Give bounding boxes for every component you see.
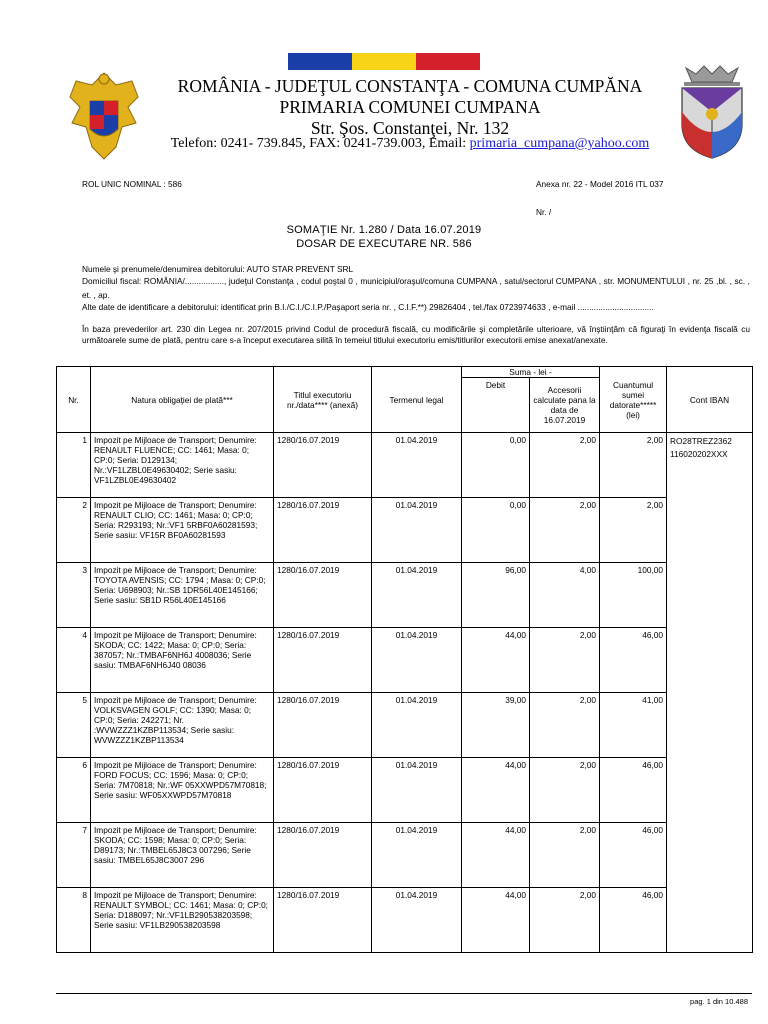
row-nr: 3: [57, 563, 91, 628]
header-cuantum: Cuantumul sumei datorate***** (lei): [600, 367, 667, 433]
row-debit: 44,00: [462, 758, 530, 823]
row-termen: 01.04.2019: [372, 888, 462, 953]
header-accesorii: Accesorii calculate pana la data de 16.07.2019: [530, 378, 600, 433]
table-row: [57, 498, 753, 563]
row-cuantum: 46,00: [600, 823, 667, 888]
row-accesorii: 2,00: [530, 823, 600, 888]
header-address: Str. Şos. Constanţei, Nr. 132: [310, 118, 510, 138]
row-accesorii: 2,00: [530, 888, 600, 953]
row-accesorii: 4,00: [530, 563, 600, 628]
table-row: [57, 823, 753, 888]
flag-yellow-stripe: [352, 53, 416, 70]
row-cuantum: 46,00: [600, 758, 667, 823]
debitor-domiciliu: [82, 274, 750, 302]
footer-divider: [56, 993, 752, 994]
row-nr: 8: [57, 888, 91, 953]
row-termen: 01.04.2019: [372, 498, 462, 563]
row-debit: 0,00: [462, 433, 530, 498]
table-row: [57, 563, 753, 628]
row-natura: Impozit pe Mijloace de Transport; Denumire: TOYOTA AVENSIS; CC: 1794 ; Masa: 0; CP:0; Seria: U698903; Nr.:SB 1DR56L40E145166; Serie sasiu: SB1D R56L40E145166: [91, 563, 274, 628]
obligations-table: [56, 366, 753, 953]
row-termen: 01.04.2019: [372, 628, 462, 693]
nr-field: Nr. /: [536, 207, 552, 217]
row-debit: 39,00: [462, 693, 530, 758]
table-row: [57, 888, 753, 953]
row-debit: 44,00: [462, 823, 530, 888]
row-debit: 44,00: [462, 628, 530, 693]
row-iban: RO28TREZ2362 116020202XXX: [667, 433, 753, 953]
row-debit: 96,00: [462, 563, 530, 628]
row-accesorii: 2,00: [530, 498, 600, 563]
row-titlu: 1280/16.07.2019: [274, 563, 372, 628]
table-row: [57, 628, 753, 693]
row-nr: 1: [57, 433, 91, 498]
flag-red-stripe: [416, 53, 480, 70]
legal-basis-paragraph: În baza prevederilor art. 230 din Legea nr. 207/2015 privind Codul de procedură fiscală, cu modificările şi completările ulterioare, vă înştiinţăm că figuraţi în evidenţa fiscală cu următoarele sume de plată, pentru care s-a început executarea silită în temeiul titlului executoriu emis/titlurilor executorii emise anexat/anexate.: [82, 324, 750, 345]
row-accesorii: 2,00: [530, 433, 600, 498]
row-natura: Impozit pe Mijloace de Transport; Denumire: VOLKSVAGEN GOLF; CC: 1390; Masa: 0; CP:0; Seria: 242271; Nr. :WVWZZZ1KZBP113534; Serie sasiu: WVWZZZ1KZBP113534: [91, 693, 274, 758]
header-titlu: Titlul executoriu nr./data**** (anexă): [274, 367, 372, 433]
row-cuantum: 46,00: [600, 888, 667, 953]
header-contact: [150, 136, 670, 152]
row-termen: 01.04.2019: [372, 563, 462, 628]
somatie-title: SOMAŢIE Nr. 1.280 / Data 16.07.2019: [286, 224, 482, 236]
table-row: [57, 758, 753, 823]
flag-blue-stripe: [288, 53, 352, 70]
row-debit: 0,00: [462, 498, 530, 563]
page-number: pag. 1 din 10.488: [690, 997, 748, 1006]
row-termen: 01.04.2019: [372, 433, 462, 498]
row-natura: Impozit pe Mijloace de Transport; Denumire: FORD FOCUS; CC: 1596; Masa: 0; CP:0; Seria: 7M70818; Nr.:WF 05XXWPD57M70818; Serie sasiu: WF05XXWPD57M70818: [91, 758, 274, 823]
row-natura: Impozit pe Mijloace de Transport; Denumire: RENAULT FLUENCE; CC: 1461; Masa: 0; CP:0; Seria: D129134; Nr.:VF1LZBL0E49630402; Serie sasiu: VF1LZBL0E49630402: [91, 433, 274, 498]
header-natura: Natura obligaţiei de plată***: [91, 367, 274, 433]
row-accesorii: 2,00: [530, 758, 600, 823]
romania-coat-of-arms-icon: [62, 67, 146, 165]
header-line-1: ROMÂNIA - JUDEŢUL CONSTANŢA - COMUNA CUMPĂNA: [177, 76, 643, 96]
row-titlu: 1280/16.07.2019: [274, 823, 372, 888]
row-natura: Impozit pe Mijloace de Transport; Denumire: SKODA; CC: 1422; Masa: 0; CP:0; Seria: 387057; Nr.:TMBAF6NH6J 4008036; Serie sasiu: TMBAF6NH6J40 08036: [91, 628, 274, 693]
row-titlu: 1280/16.07.2019: [274, 758, 372, 823]
row-debit: 44,00: [462, 888, 530, 953]
row-titlu: 1280/16.07.2019: [274, 693, 372, 758]
header-nr: Nr.: [57, 367, 91, 433]
table-row: [57, 433, 753, 498]
row-nr: 7: [57, 823, 91, 888]
table-header-row: [57, 367, 753, 378]
header-contact-text: Telefon: 0241- 739.845, FAX: 0241-739.003, Email:: [170, 136, 470, 151]
debitor-name: Numele şi prenumele/denumirea debitorului: AUTO STAR PREVENT SRL: [82, 264, 354, 274]
cumpana-coat-of-arms-icon: [670, 62, 754, 162]
header-termen: Termenul legal: [372, 367, 462, 433]
dosar-title: DOSAR DE EXECUTARE NR. 586: [296, 238, 472, 250]
row-nr: 6: [57, 758, 91, 823]
row-titlu: 1280/16.07.2019: [274, 498, 372, 563]
row-nr: 2: [57, 498, 91, 563]
header-suma: Suma - lei -: [462, 367, 600, 378]
row-nr: 4: [57, 628, 91, 693]
row-termen: 01.04.2019: [372, 823, 462, 888]
row-cuantum: 100,00: [600, 563, 667, 628]
email-link[interactable]: primaria_cumpana@yahoo.com: [469, 136, 650, 151]
row-cuantum: 41,00: [600, 693, 667, 758]
header-iban: Cont IBAN: [667, 367, 753, 433]
anexa-model: Anexa nr. 22 - Model 2016 ITL 037: [536, 179, 664, 189]
row-natura: Impozit pe Mijloace de Transport; Denumire: RENAULT CLIO; CC: 1461; Masa: 0; CP:0; Seria: R293193; Nr.:VF1 5RBF0A60281593; Serie sasiu: VF15R BF0A60281593: [91, 498, 274, 563]
header-line-2: PRIMARIA COMUNEI CUMPANA: [279, 97, 541, 117]
debitor-alte-date: Alte date de identificare a debitorului: identificat prin B.I./C.I./C.I.P./Paşaport seria nr. , C.I.F.**) 29826404 , tel./fax 0723974633 , e-mail .................................: [82, 302, 654, 312]
row-titlu: 1280/16.07.2019: [274, 628, 372, 693]
row-termen: 01.04.2019: [372, 693, 462, 758]
table-row: [57, 693, 753, 758]
row-accesorii: 2,00: [530, 628, 600, 693]
row-natura: Impozit pe Mijloace de Transport; Denumire: RENAULT SYMBOL; CC: 1461; Masa: 0; CP:0; Seria: D188097; Nr.:VF1LB290538203598; Serie sasiu: VF1LB290538203598: [91, 888, 274, 953]
header-debit: Debit: [462, 378, 530, 433]
rol-unic-nominal: ROL UNIC NOMINAL : 586: [82, 179, 182, 189]
row-titlu: 1280/16.07.2019: [274, 888, 372, 953]
row-cuantum: 46,00: [600, 628, 667, 693]
row-nr: 5: [57, 693, 91, 758]
row-cuantum: 2,00: [600, 498, 667, 563]
row-titlu: 1280/16.07.2019: [274, 433, 372, 498]
row-natura: Impozit pe Mijloace de Transport; Denumire: SKODA; CC: 1598; Masa: 0; CP:0; Seria: D89173; Nr.:TMBEL65J8C3 007296; Serie sasiu: TMBEL65J8C3007 296: [91, 823, 274, 888]
row-accesorii: 2,00: [530, 693, 600, 758]
row-termen: 01.04.2019: [372, 758, 462, 823]
row-cuantum: 2,00: [600, 433, 667, 498]
romanian-flag: [288, 53, 480, 70]
debitor-domiciliu-text: Domiciliul fiscal: ROMÂNIA/................., judeţul Constanţa , codul poştal 0 , municipiul/oraşul/comuna CUMPANA , satul/sectorul CUMPANA , str. MONUMENTULUI , nr. 25 ,bl. , sc. , et. , ap.: [82, 276, 750, 300]
